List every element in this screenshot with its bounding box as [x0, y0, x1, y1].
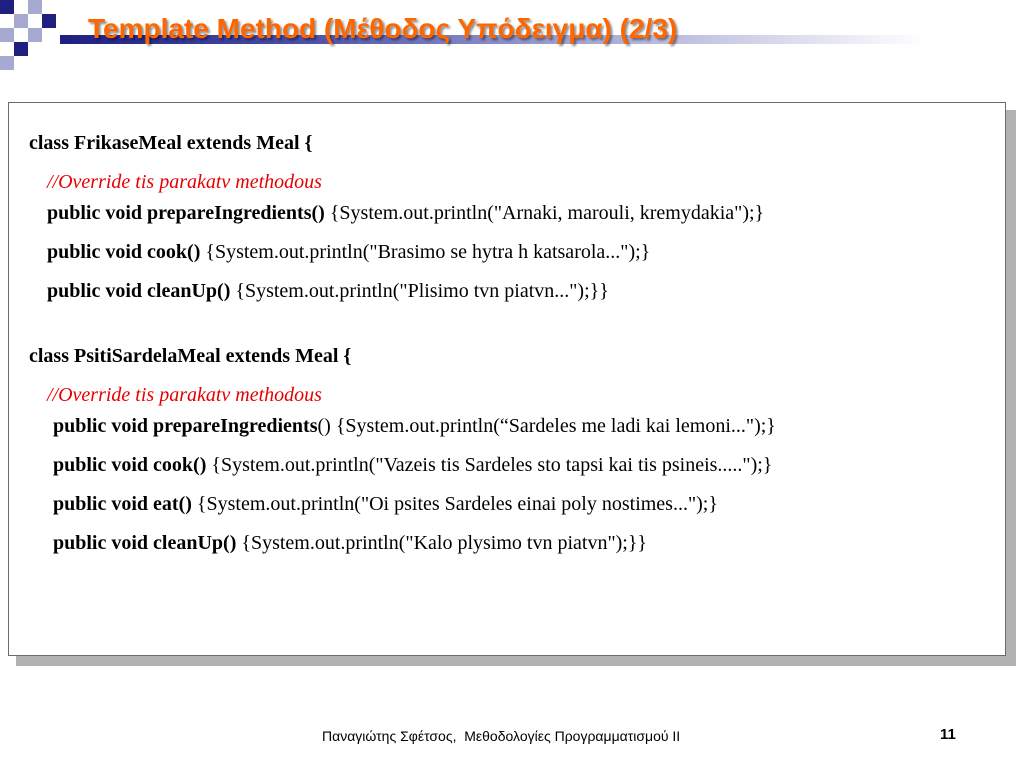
code-class-declaration: class PsitiSardelaMeal extends Meal {: [29, 345, 352, 367]
decor-square: [0, 0, 14, 14]
decor-square: [42, 14, 56, 28]
code-method-line: [47, 240, 650, 264]
method-body: {System.out.println("Oi psites Sardeles einai poly nostimes...");}: [191, 493, 718, 515]
decor-square: [14, 42, 28, 56]
decor-square: [0, 56, 14, 70]
code-method-line: [53, 492, 718, 516]
method-signature: public void prepareIngredients(): [47, 202, 325, 224]
method-parens: (): [317, 415, 331, 437]
method-body: {System.out.println(“Sardeles me ladi kai lemoni...");}: [330, 415, 776, 437]
method-body: {System.out.println("Brasimo se hytra h katsarola...");}: [200, 241, 651, 263]
method-signature: public void cleanUp(): [47, 280, 231, 302]
method-signature: public void cook(): [53, 454, 207, 476]
code-comment: //Override tis parakatv methodous: [47, 171, 322, 193]
code-method-line: [47, 201, 764, 225]
method-body: {System.out.println("Vazeis tis Sardeles sto tapsi kai tis psineis.....");}: [206, 454, 773, 476]
decor-square: [28, 0, 42, 14]
slide-title: Template Method (Μέθοδος Υπόδειγμα) (2/3): [88, 13, 678, 44]
code-method-line: [47, 279, 609, 303]
method-signature: public void cleanUp(): [53, 532, 237, 554]
code-method-line: [53, 414, 776, 438]
decor-square: [28, 28, 42, 42]
decor-square: [14, 14, 28, 28]
method-signature: public void cook(): [47, 241, 201, 263]
code-class-declaration: class FrikaseMeal extends Meal {: [29, 132, 313, 154]
code-comment: //Override tis parakatv methodous: [47, 384, 322, 406]
page-number: 11: [940, 726, 956, 743]
method-body: {System.out.println("Kalo plysimo tvn piatvn");}}: [236, 532, 648, 554]
method-signature: public void prepareIngredients: [53, 415, 318, 437]
decor-square: [0, 28, 14, 42]
code-method-line: [53, 453, 772, 477]
code-box: [8, 102, 1006, 656]
code-method-line: [53, 531, 647, 555]
method-signature: public void eat(): [53, 493, 192, 515]
method-body: {System.out.println("Arnaki, marouli, kremydakia");}: [324, 202, 765, 224]
method-body: {System.out.println("Plisimo tvn piatvn...");}}: [230, 280, 609, 302]
footer-author-course: Παναγιώτης Σφέτσος, Μεθοδολογίες Προγραμματισμού ΙΙ: [322, 728, 681, 744]
